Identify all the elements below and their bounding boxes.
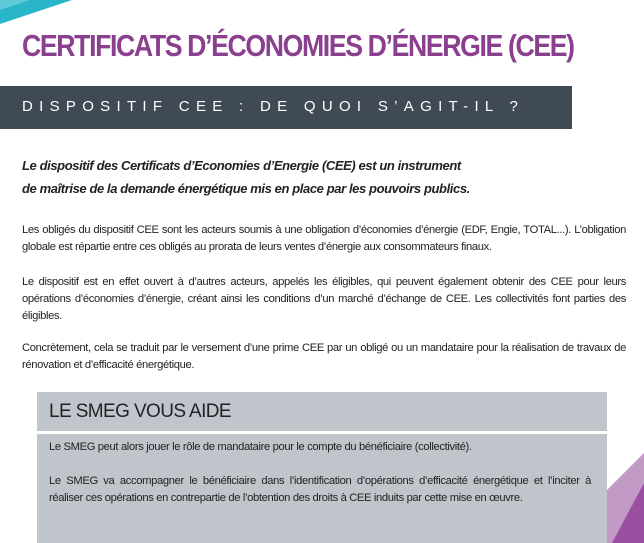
page-title: CERTIFICATS D’ÉCONOMIES D’ÉNERGIE (CEE) [22,28,574,63]
paragraph-prime: Concrètement, cela se traduit par le versement d’une prime CEE par un obligé ou un mandataire pour la réalisation de travaux de rénovation et d’efficacité énergétique. [22,342,626,371]
intro-line: Le dispositif des Certificats d’Economies d’Energie (CEE) est un instrument [22,158,461,173]
decorative-purple-shape [604,453,644,543]
section-heading-bar [0,86,572,129]
intro-line: de maîtrise de la demande énergétique mis en place par les pouvoirs publics. [22,181,470,196]
paragraph-eligibles: Le dispositif est en effet ouvert à d’autres acteurs, appelés les éligibles, qui peuvent également obtenir des CEE pour leurs opérations d’économies d’énergie, créant ainsi les conditions d’un marché d’échange de CEE. Les collectivités font parties des éligibles. [22,276,626,322]
box-paragraph: Le SMEG peut alors jouer le rôle de mandataire pour le compte du bénéficiaire (collectivité). [49,441,472,453]
box-paragraph: Le SMEG va accompagner le bénéficiaire dans l’identification d’opérations d’efficacité énergétique et l’inciter à réaliser ces opérations en contrepartie de l’obtention des droits à CEE induits par cette mise en œuvre. [49,475,591,504]
section-heading: DISPOSITIF CEE : DE QUOI S’AGIT-IL ? [22,98,525,115]
paragraph-obliges: Les obligés du dispositif CEE sont les acteurs soumis à une obligation d’économies d’énergie (EDF, Engie, TOTAL...). L’obligation globale est répartie entre ces obligés au prorata de leurs ventes d’énergie aux consommateurs finaux. [22,224,626,253]
intro-text [22,154,470,200]
divider [37,431,607,434]
smeg-box [37,392,607,543]
decorative-teal-shape [0,0,80,26]
box-heading: LE SMEG VOUS AIDE [49,401,231,422]
